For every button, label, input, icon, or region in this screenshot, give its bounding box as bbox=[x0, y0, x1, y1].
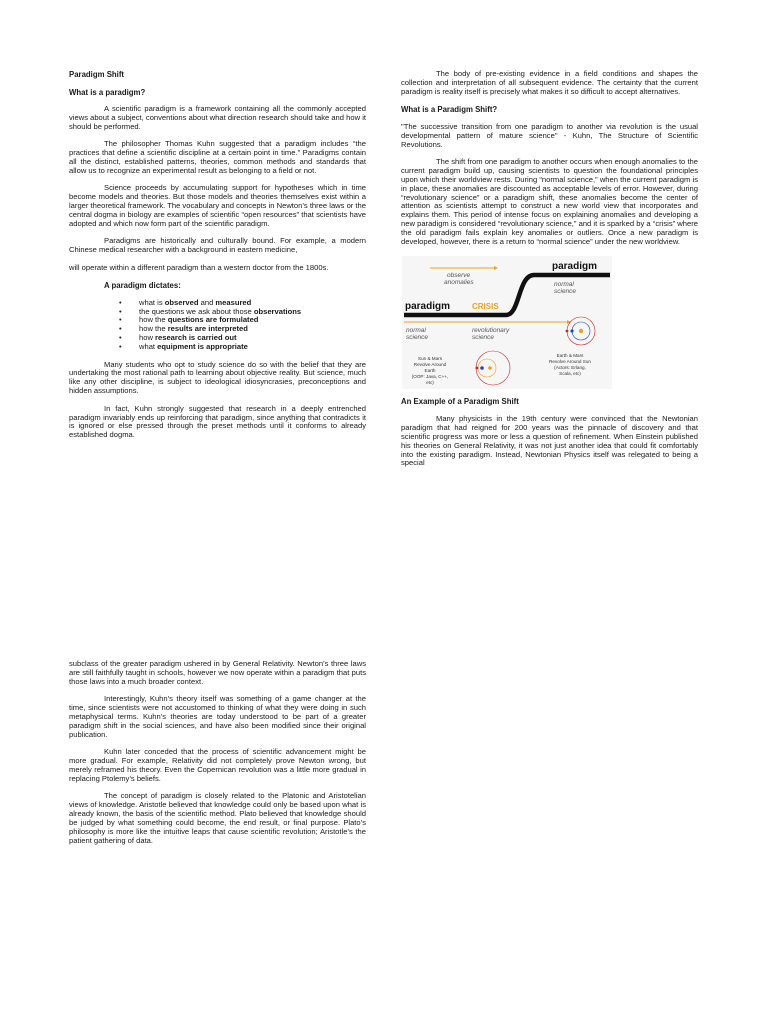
label-sun-mars-4: (OOP: Java, C++, bbox=[411, 373, 449, 379]
list-item: • what is observed and measured bbox=[139, 299, 366, 308]
label-sun-mars-2: Revolve Around bbox=[413, 361, 447, 367]
label-observe: observe bbox=[447, 271, 471, 279]
label-crisis: CRISIS bbox=[472, 301, 499, 311]
list-item: • how the questions are formulated bbox=[139, 316, 366, 325]
paragraph: The philosopher Thomas Kuhn suggested that a paradigm includes “the practices that define a scientific discipline at a certain point in time.” Paradigms contain all the distinct, established patterns, theories, common methods and standards that allow us to recognize an experimental result as belonging to a field or not. bbox=[69, 139, 366, 175]
paragraph: The shift from one paradigm to another occurs when enough anomalies to the current paradigm build up, causing scientists to question the foundational principles upon which their worldview rests. During “normal science,” when the current paradigm is in place, these anomalies are discounted as acceptable levels of error. However, during “revolutionary science” or a paradigm shift, these anomalies become the center of attention as scientists attempt to construct a new world view that incorporates and explains them. This period of intense focus on explaining anomalies and developing a new paradigm is considered “revolutionary science,” and it is sparked by a “crisis” where the old paradigm fails explain key anomalies or outliers. Once a new paradigm is developed, however, there is a return to “normal science” under the new worldview. bbox=[401, 156, 698, 247]
label-earth-mars-4: Scala, etc) bbox=[559, 370, 581, 376]
label-anomalies: anomalies bbox=[444, 278, 474, 286]
paragraph: subclass of the greater paradigm ushered in by General Relativity. Newton’s three laws are still faithfully taught in schools, however we now operate within a paradigm that puts those laws into a much broader context. bbox=[69, 659, 366, 686]
paragraph: Many students who opt to study science do so with the belief that they are undertaking the most rational path to learning about objective reality. But science, much like any other discipline, is subject to ideological idiosyncrasies, preconceptions and hidden assumptions. bbox=[69, 359, 366, 396]
label-sun-mars-5: etc) bbox=[426, 379, 434, 385]
list-item: • how the results are interpreted bbox=[139, 325, 366, 334]
label-earth-mars-2: Revolve Around Sun bbox=[549, 358, 591, 364]
paragraph: The body of pre-existing evidence in a field conditions and shapes the collection and interpretation of all subsequent evidence. The certainty that the current paradigm is reality itself is precisely what makes it so difficult to accept alternatives. bbox=[401, 69, 698, 96]
paradigm-shift-diagram bbox=[402, 256, 612, 389]
heading-paradigm-dictates: A paradigm dictates: bbox=[104, 281, 181, 291]
dictates-list bbox=[69, 299, 366, 352]
paradigm-shift-figure bbox=[402, 256, 612, 389]
label-science-top: science bbox=[554, 287, 577, 295]
kuhn-quote: "The successive transition from one paradigm to another via revolution is the usual developmental pattern of mature science" - Kuhn, The Structure of Scientific Revolutions. bbox=[401, 121, 698, 149]
paragraph: Interestingly, Kuhn’s theory itself was something of a game changer at the time, since scientists were not accustomed to thinking of what they were doing in such metaphysical terms. Kuhn’s theories are today understood to be part of a greater paradigm shift in the social sciences, and have also been modified since their original publication. bbox=[69, 694, 366, 739]
paragraph: Science proceeds by accumulating support for hypotheses which in time become models and theories. But those models and theories themselves exist within a larger theoretical framework. The vocabulary and concepts in Newton’s three laws or the central dogma in biology are examples of scientific “open resources” that scientists have adopted and which now form part of the scientific paradigm. bbox=[69, 183, 366, 228]
sun-icon bbox=[579, 328, 583, 332]
paragraph: Kuhn later conceded that the process of scientific advancement might be more gradual. For example, Relativity did not completely prove Newton wrong, but merely reframed his theory. Even the Copernican revolution was a little more gradual in replacing Ptolemy’s beliefs. bbox=[69, 747, 366, 783]
label-normal-left: normal bbox=[406, 326, 426, 334]
right-column bbox=[401, 70, 698, 477]
paragraph: Paradigms are historically and culturally bound. For example, a modern Chinese medical researcher with a background in eastern medicine, bbox=[69, 236, 366, 255]
list-item: • what equipment is appropriate bbox=[139, 343, 366, 352]
mars-left-icon bbox=[476, 366, 479, 369]
label-sun-mars-3: Earth bbox=[424, 367, 436, 373]
paragraph: Many physicists in the 19th century were convinced that the Newtonian paradigm that had reigned for 200 years was the pinnacle of discovery and that scientific progress was more or less a question of refinement. When Einstein published his theories on General Relativity, it was not just another idea that could fit comfortably into the existing paradigm. Instead, Newtonian Physics itself was relegated to being a special bbox=[401, 413, 698, 468]
paragraph: In fact, Kuhn strongly suggested that research in a deeply entrenched paradigm invariably ends up reinforcing that paradigm, since anything that contradicts it is ignored or else pressed through the preset methods until it conforms to already established dogma. bbox=[69, 403, 366, 440]
label-paradigm-top: paradigm bbox=[552, 260, 598, 272]
label-paradigm-left: paradigm bbox=[405, 300, 451, 312]
label-normal-top: normal bbox=[554, 280, 574, 288]
heading-what-is-paradigm-shift: What is a Paradigm Shift? bbox=[401, 105, 498, 115]
label-science-left: science bbox=[406, 333, 429, 341]
label-earth-mars-1: Earth & Mars bbox=[556, 352, 584, 358]
heading-what-is-paradigm: What is a paradigm? bbox=[69, 87, 146, 97]
figure-caption: An Example of a Paradigm Shift bbox=[401, 396, 519, 406]
earth-icon bbox=[570, 329, 573, 332]
earth-center-icon bbox=[480, 366, 484, 370]
sun-left-icon bbox=[488, 366, 492, 370]
list-item: • how research is carried out bbox=[139, 334, 366, 343]
continued-column bbox=[69, 660, 366, 854]
label-revolutionary: revolutionary bbox=[472, 326, 510, 334]
document-title: Paradigm Shift bbox=[69, 70, 125, 79]
label-sun-mars-1: Sun & Mars bbox=[418, 355, 442, 361]
paragraph: A scientific paradigm is a framework containing all the commonly accepted views about a subject, conventions about what direction research should take and how it should be performed. bbox=[69, 104, 366, 131]
list-item: • the questions we ask about those observations bbox=[139, 308, 366, 317]
label-science-mid: science bbox=[472, 333, 495, 341]
label-earth-mars-3: (Actors: Erlang, bbox=[554, 364, 586, 370]
paragraph: will operate within a different paradigm than a western doctor from the 1800s. bbox=[69, 262, 329, 272]
mars-icon bbox=[566, 329, 569, 332]
left-column bbox=[69, 70, 366, 449]
paragraph: The concept of paradigm is closely related to the Platonic and Aristotelian views of knowledge. Aristotle believed that knowledge could only be based upon what is already known, the basis of the scientific method. Plato believed that knowledge should be judged by what something could become, the end result, or final purpose. Plato’s philosophy is more like the intuitive leaps that cause scientific revolution; Aristotle’s the patient gathering of data. bbox=[69, 791, 366, 845]
